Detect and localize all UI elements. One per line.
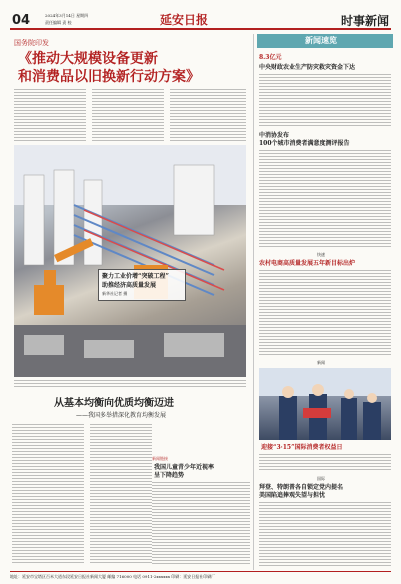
intl-title-line1: 拜登、特朗普各自锁定党内提名 (259, 484, 344, 491)
photo-caption-title-line2: 助推经济高质量发展 (102, 282, 157, 289)
mid-section-body (259, 270, 391, 356)
paper-name: 延安日报 (160, 13, 209, 27)
photo-caption-title-line1: 聚力工业价增“突破工程” (102, 273, 169, 280)
page-number: 04 (12, 13, 31, 28)
headline-line2: 和消费品以旧换新行动方案》 (18, 69, 200, 85)
intl-section-label: 国际 (317, 476, 325, 481)
column-divider (253, 34, 254, 570)
kicker: 国务院印发 (14, 39, 49, 47)
bottom-subheadline: ——我国多举措深化教育均衡发展 (76, 412, 167, 419)
item2-body (259, 150, 391, 248)
mid-bottom-body (152, 482, 250, 566)
mid-bottom-column (152, 456, 250, 568)
factory-photo (14, 145, 246, 377)
date-line: 2024年3月14日 星期四 (45, 13, 89, 18)
news-brief-banner (257, 34, 393, 48)
intl-title-line2: 美国陷追捧观失望与担忧 (259, 492, 326, 499)
news-brief-title: 新闻速览 (305, 36, 337, 45)
right-column (257, 34, 393, 569)
item1-body (259, 74, 391, 128)
mid-section-title: 农村电商高质量发展五年新目标出炉 (259, 260, 356, 267)
masthead (0, 0, 401, 30)
body-text-col3 (170, 89, 246, 141)
section-title: 时事新闻 (340, 14, 389, 28)
item2-title-line1: 中消协发布 (259, 132, 290, 139)
mid-bottom-title-line1: 我国儿童青少年近视率 (154, 464, 215, 471)
footer-text: 地址：延安市宝塔区百米大道东段延安日报社新闻大厦 邮编 716000 电话 0911-2xxxxxx 印刷：延安日报社印刷厂 (10, 574, 216, 579)
item1-kicker: 8.3亿元 (259, 54, 282, 61)
left-top-article (10, 35, 250, 390)
headline-line1: 《推动大规模设备更新 (18, 51, 158, 67)
bottom-body-col2 (90, 424, 152, 564)
mid-bottom-title-line2: 呈下降趋势 (154, 472, 185, 479)
photo-caption-text (14, 380, 246, 388)
photo-section-label: 新闻 (317, 360, 325, 365)
editor-line: 责任编辑 责 校 (45, 20, 72, 25)
photo-caption-body (259, 454, 391, 472)
photo-note: 新华社记者 摄 (102, 291, 128, 296)
footer-rule (10, 571, 391, 572)
intl-body (259, 502, 391, 566)
photo-caption-box (98, 269, 186, 301)
masthead-rule (10, 28, 391, 30)
bottom-headline: 从基本均衡向优质均衡迈进 (54, 398, 174, 409)
body-text-col2 (92, 89, 164, 141)
body-text-col1 (14, 89, 86, 141)
consumer-day-photo-art (259, 368, 391, 440)
mid-section-label: 快速 (317, 252, 325, 257)
item2-title-line2: 100个城市消费者满意度测评报告 (259, 140, 350, 147)
consumer-day-photo (259, 368, 391, 440)
bottom-body-col1 (12, 424, 84, 564)
photo-caption: 迎接“3·15”国际消费者权益日 (261, 444, 343, 451)
item1-title: 中央财政农业生产防灾救灾资金下达 (259, 64, 356, 71)
factory-photo-art (14, 145, 246, 377)
mid-bottom-tag: 新闻链接 (152, 456, 168, 461)
